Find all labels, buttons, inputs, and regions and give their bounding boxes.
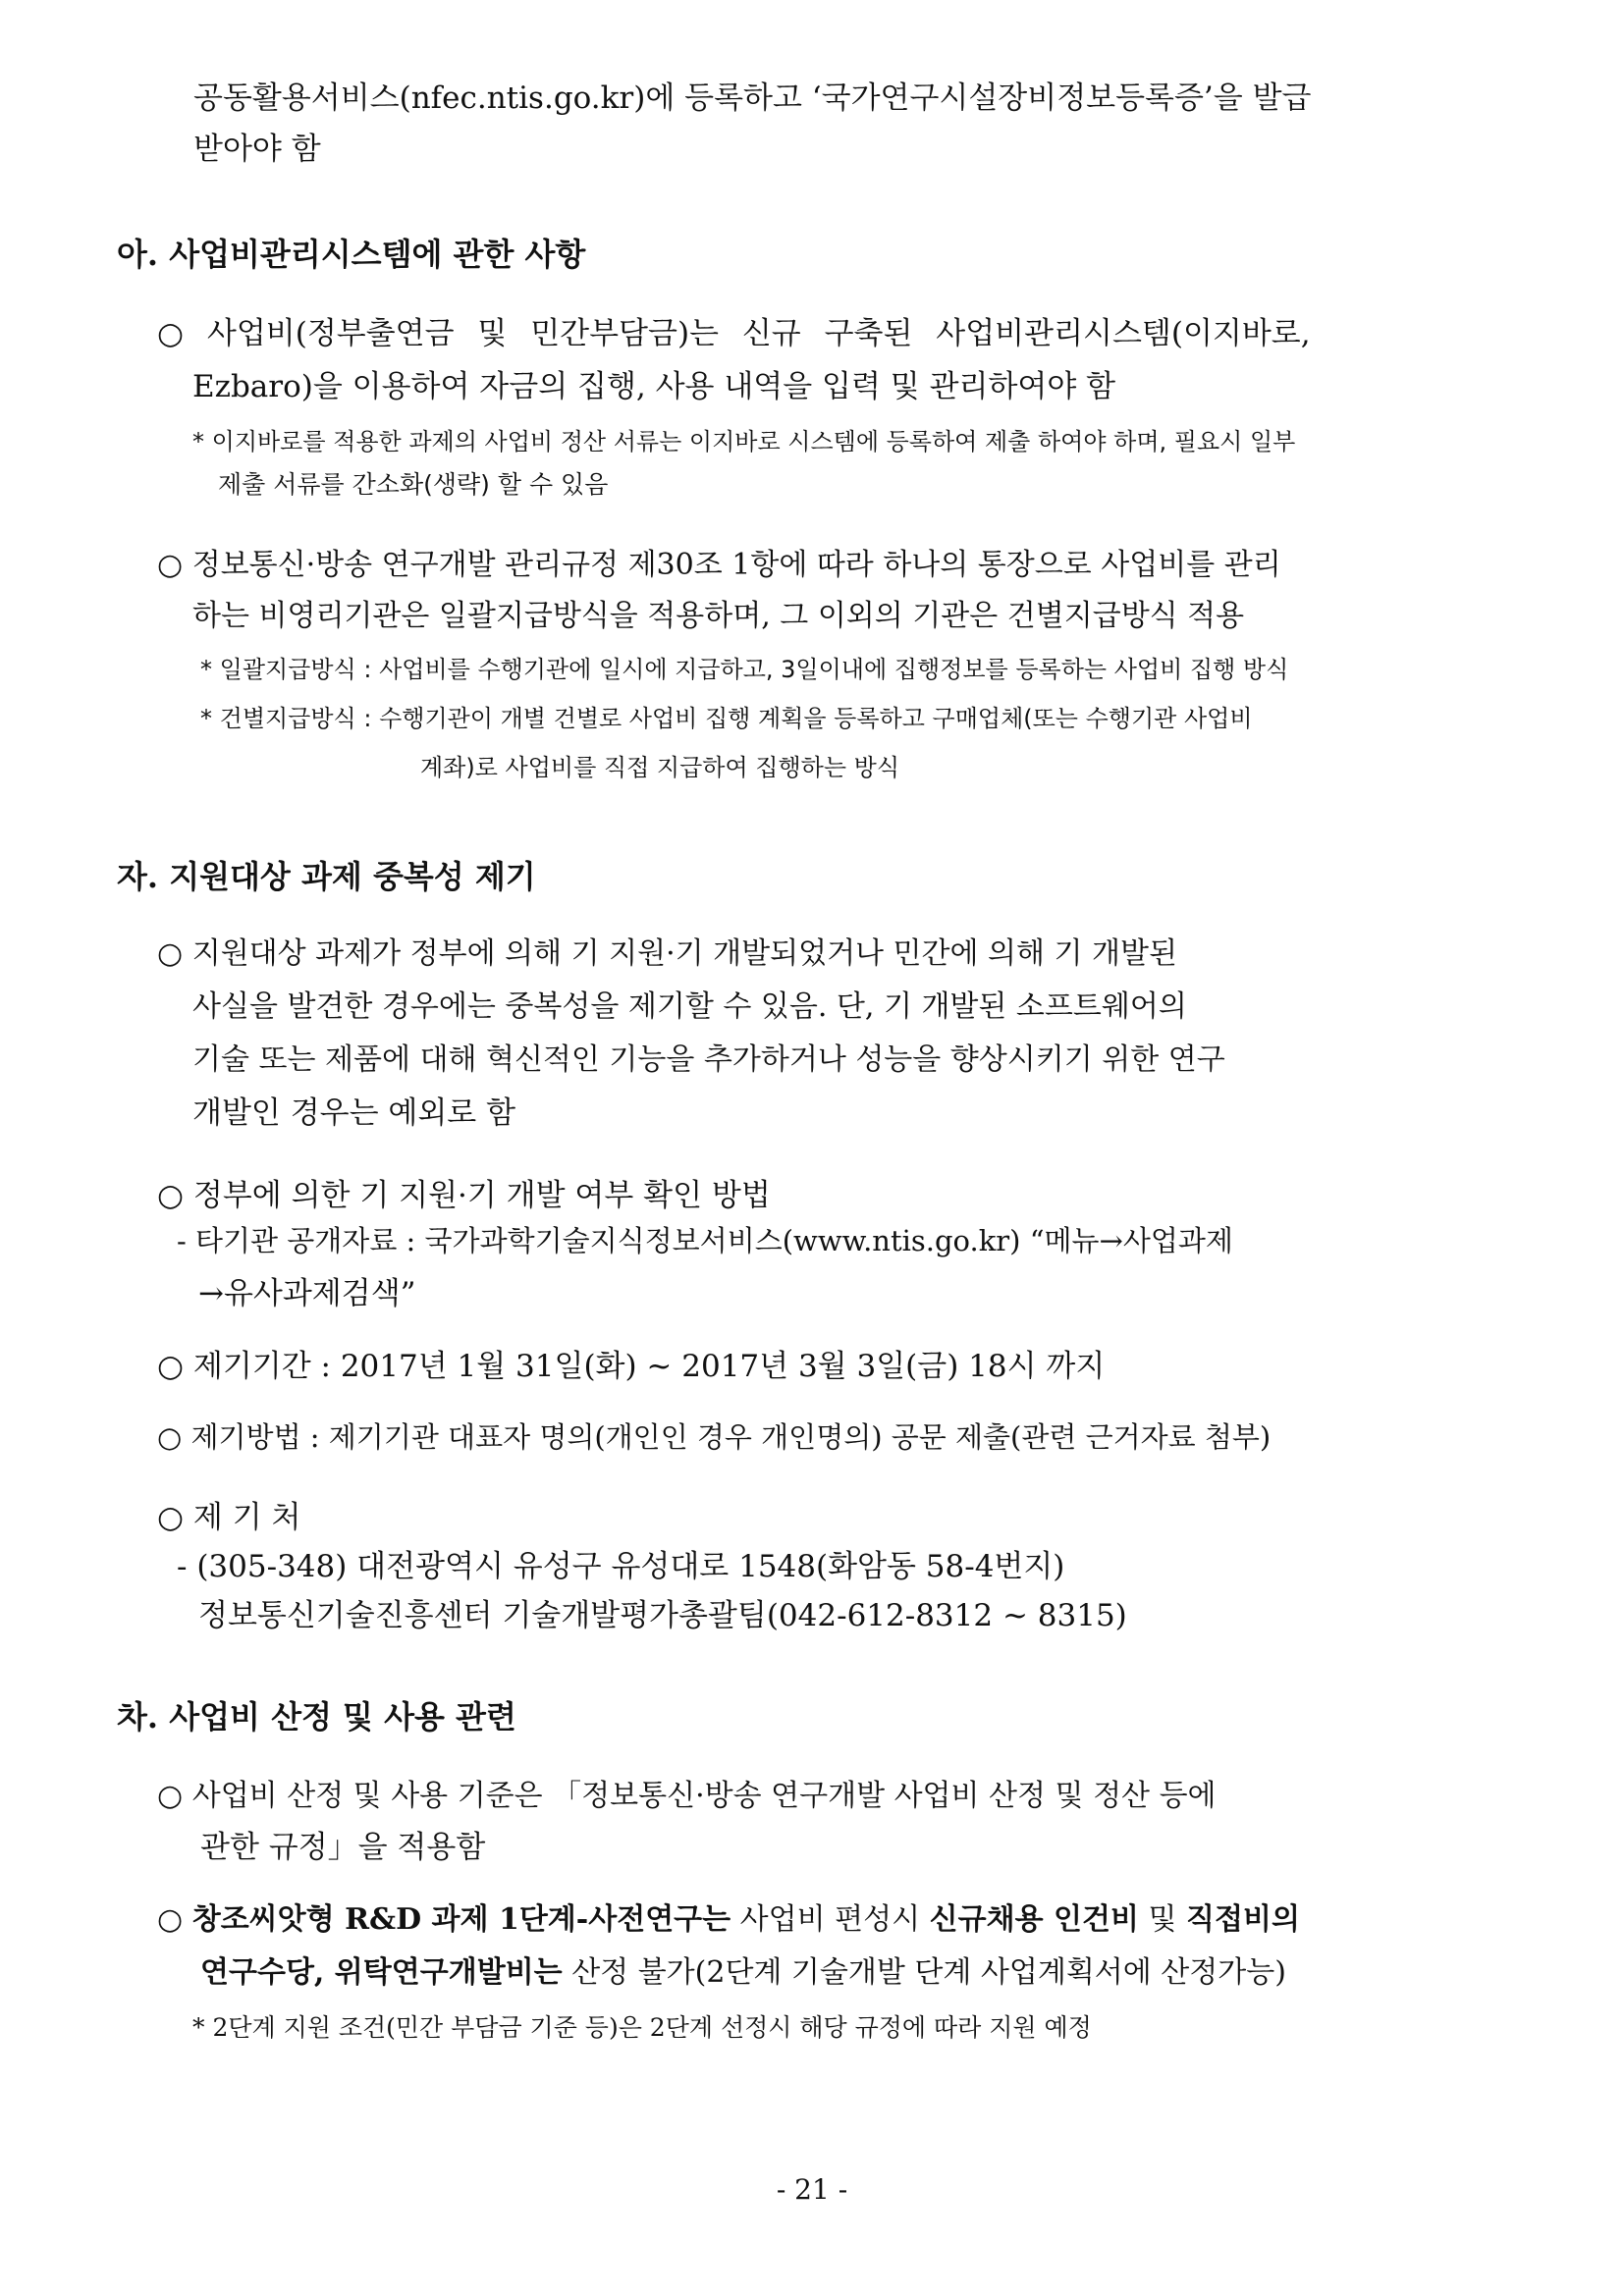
note-a1-line-2: 제출 서류를 간소화(생략) 할 수 있음 [218, 470, 609, 499]
bold-phrase-3: 직접비의 [1186, 1902, 1300, 1937]
note-a2: * 일괄지급방식 : 사업비를 수행기관에 일시에 지급하고, 3일이내에 집행정보를 등록하는 사업비 집행 방식 [200, 656, 1289, 683]
paragraph-c1-line-1: ○ 사업비 산정 및 사용 기준은 「정보통신·방송 연구개발 사업비 산정 및 정산 등에 [157, 1779, 1217, 1813]
bold-phrase-4: 연구수당, 위탁연구개발비는 [200, 1955, 563, 1990]
paragraph-b2-line-1: ○ 정부에 의한 기 지원·기 개발 여부 확인 방법 [157, 1178, 771, 1213]
section-heading-b: 자. 지원대상 과제 중복성 제기 [117, 858, 536, 895]
intro-line-1: 공동활용서비스(nfec.ntis.go.kr)에 등록하고 ‘국가연구시설장비정보등록증’을 발급 [193, 80, 1312, 116]
note-c: * 2단계 지원 조건(민간 부담금 기준 등)은 2단계 선정시 해당 규정에 따라 지원 예정 [192, 2013, 1092, 2042]
page-number: - 21 - [776, 2173, 848, 2206]
intro-line-2: 받아야 함 [193, 132, 321, 167]
paragraph-b1-line-2: 사실을 발견한 경우에는 중복성을 제기할 수 있음. 단, 기 개발된 소프트웨어의 [192, 989, 1187, 1024]
bold-phrase-2: 신규채용 인건비 [929, 1902, 1139, 1937]
note-a1-line-1: * 이지바로를 적용한 과제의 사업비 정산 서류는 이지바로 시스템에 등록하여 제출 하여야 하며, 필요시 일부 [192, 428, 1296, 455]
text-fragment: 사업비 편성시 [731, 1902, 930, 1937]
bold-phrase-1: 창조씨앗형 R&D 과제 1단계-사전연구는 [191, 1902, 731, 1937]
paragraph-b1-line-3: 기술 또는 제품에 대해 혁신적인 기능을 추가하거나 성능을 향상시키기 위한 연구 [192, 1042, 1225, 1077]
section-heading-c: 차. 사업비 산정 및 사용 관련 [117, 1698, 516, 1735]
text-fragment: 및 [1138, 1902, 1187, 1937]
paragraph-b5-line-3: 정보통신기술진흥센터 기술개발평가총괄팀(042-612-8312 ~ 8315) [198, 1598, 1127, 1633]
paragraph-a1-line-1: ○ 사업비(정부출연금 및 민간부담금)는 신규 구축된 사업비관리시스템(이지바로, [157, 316, 1311, 351]
paragraph-b5-line-2: - (305-348) 대전광역시 유성구 유성대로 1548(화암동 58-4번지) [177, 1549, 1065, 1584]
paragraph-b4: ○ 제기방법 : 제기기관 대표자 명의(개인인 경우 개인명의) 공문 제출(관련 근거자료 첨부) [157, 1420, 1272, 1454]
note-a3-line-1: * 건별지급방식 : 수행기관이 개별 건별로 사업비 집행 계획을 등록하고 구매업체(또는 수행기관 사업비 [200, 705, 1253, 732]
text-fragment: 산정 불가(2단계 기술개발 단계 사업계획서에 산정가능) [562, 1955, 1286, 1990]
paragraph-b3: ○ 제기기간 : 2017년 1월 31일(화) ~ 2017년 3월 3일(금) 18시 까지 [157, 1349, 1106, 1384]
paragraph-a1-line-2: Ezbaro)을 이용하여 자금의 집행, 사용 내역을 입력 및 관리하여야 함 [192, 369, 1116, 404]
paragraph-a2-line-1: ○ 정보통신·방송 연구개발 관리규정 제30조 1항에 따라 하나의 통장으로 사업비를 관리 [157, 548, 1281, 582]
section-heading-a: 아. 사업비관리시스템에 관한 사항 [117, 236, 586, 273]
note-a3-line-2: 계좌)로 사업비를 직접 지급하여 집행하는 방식 [420, 754, 900, 781]
paragraph-a2-line-2: 하는 비영리기관은 일괄지급방식을 적용하며, 그 이외의 기관은 건별지급방식 적용 [192, 599, 1245, 633]
paragraph-b2-line-2: - 타기관 공개자료 : 국가과학기술지식정보서비스(www.ntis.go.kr) “메뉴→사업과제 [177, 1224, 1233, 1257]
paragraph-b5-line-1: ○ 제 기 처 [157, 1500, 301, 1535]
paragraph-c2-line-1 [157, 1895, 1300, 1938]
paragraph-b1-line-1: ○ 지원대상 과제가 정부에 의해 기 지원·기 개발되었거나 민간에 의해 기 개발된 [157, 936, 1177, 971]
bullet: ○ [157, 1902, 192, 1937]
paragraph-b2-line-3: →유사과제검색” [198, 1276, 416, 1311]
paragraph-b1-line-4: 개발인 경우는 예외로 함 [192, 1095, 516, 1131]
paragraph-c1-line-2: 관한 규정」을 적용함 [200, 1830, 486, 1865]
paragraph-c2-line-2 [200, 1948, 1286, 1991]
